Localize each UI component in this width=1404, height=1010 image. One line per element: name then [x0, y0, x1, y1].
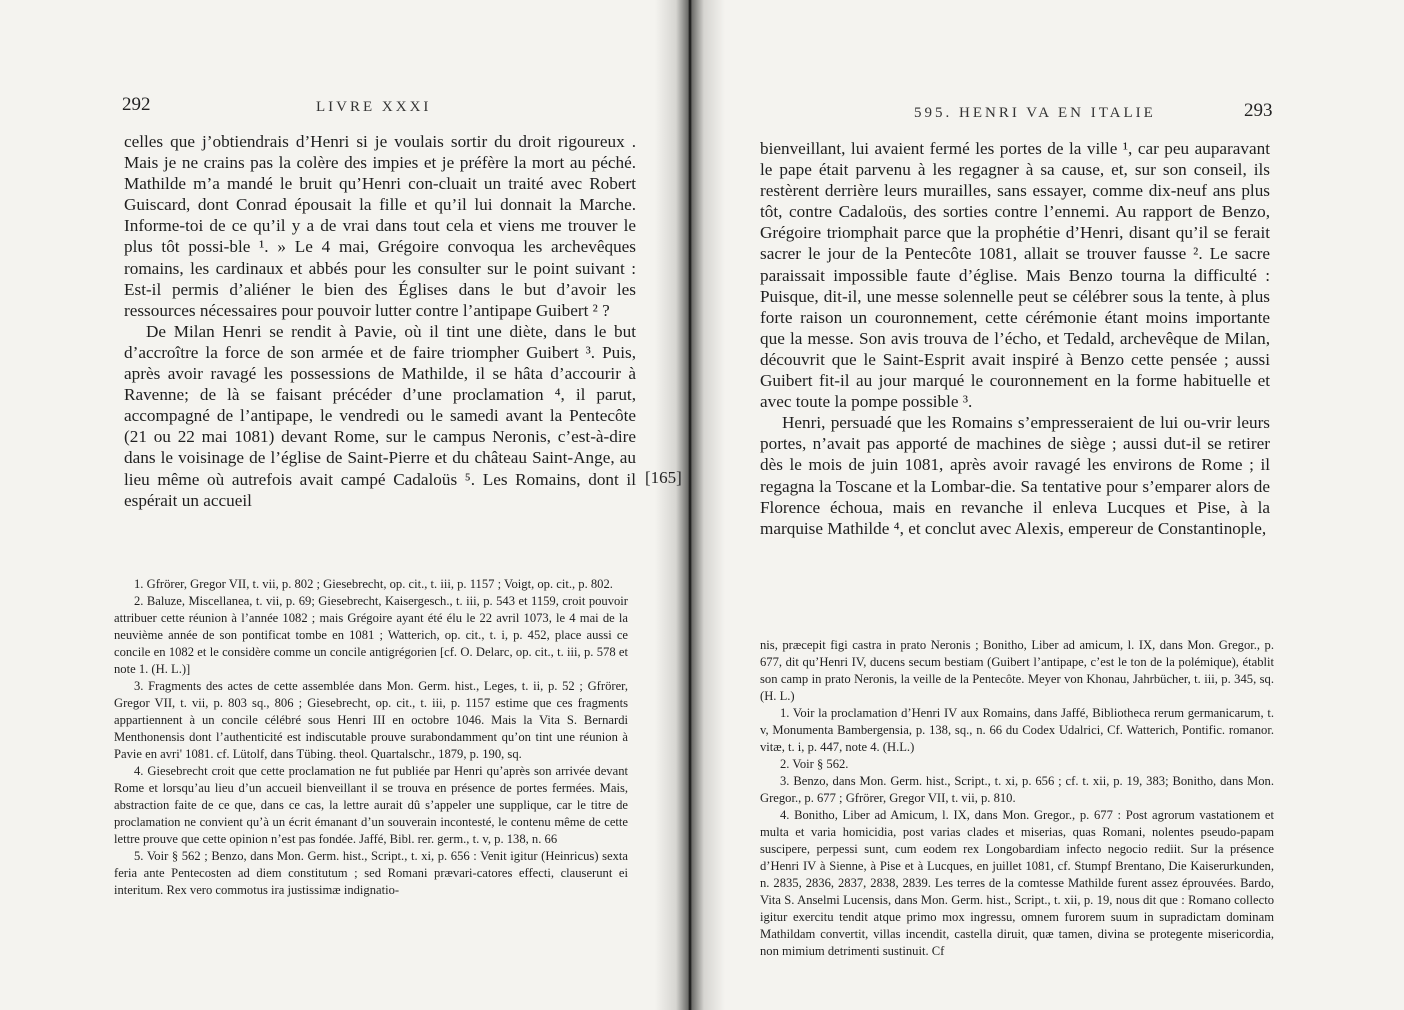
- paragraph: bienveillant, lui avaient fermé les portes de la ville ¹, car peu auparavant le pape était parvenu à les regagner à sa cause, et, sur son conseil, ils restèrent derrière leurs murailles, sans essayer, comme dix-neuf ans plus tôt, contre Cadaloüs, des sorties contre l’ennemi. Au rapport de Benzo, Grégoire triomphait parce que la prophétie d’Henri, disant qu’il se ferait sacrer le jour de la Pentecôte 1081, allait se trouver fausse ². Le sacre paraissait impossible faute d’église. Mais Benzo tourna la difficulté : Puisque, dit-il, une messe solennelle peut se célébrer sous la tente, à plus forte raison un couronnement, cette cérémonie étant moins importante que la messe. Son avis trouva de l’écho, et Tedald, archevêque de Milan, découvrit que le Saint-Esprit avait inspiré à Benzo cette pensée ; aussi Guibert fit-il au jour marqué le couronnement en la forme habituelle et avec toute la pompe possible ³.: [760, 139, 1270, 412]
- footnote: 2. Baluze, Miscellanea, t. vii, p. 69; Giesebrecht, Kaisergesch., t. iii, p. 543 et 1159, croit pouvoir attribuer cette réunion à l’année 1082 ; mais Grégoire ayant été élu le 22 avril 1073, le 4 mai de la neuvième année de son pontificat tombe en 1081 ; Watterich, op. cit., t. i, p. 452, place aussi ce concile en 1082 et le considère comme un concile antigrégorien [cf. O. Delarc, op. cit., t. iii, p. 578 et note 1. (H. L.)]: [114, 594, 628, 676]
- footnote: 3. Fragments des actes de cette assemblée dans Mon. Germ. hist., Leges, t. ii, p. 52 ; Gfrörer, Gregor VII, t. vii, p. 803 sq., 806 ; Giesebrecht, op. cit., t. iii, p. 1157 estime que ces fragments appartiennent à un concile célébré sous Henri III en octobre 1046. Mais la Vita S. Bernardi Menthonensis dont l’authenticité est indiscutable prouve surabondamment qu’on tint une réunion à Pavie en avri' 1081. cf. Lütolf, dans Tübing. theol. Quartalschr., 1879, p. 190, sq.: [114, 679, 628, 761]
- footnote: 2. Voir § 562.: [780, 757, 849, 771]
- book-gutter: [655, 0, 725, 1010]
- paragraph: celles que j’obtiendrais d’Henri si je voulais sortir du droit rigoureux . Mais je ne crains pas la colère des impies et je préfère la mort au péché. Mathilde m’a mandé le bruit qu’Henri con-cluait un traité avec Robert Guiscard, dont Conrad épousait la fille et qu’il lui donnait la Marche. Informe-toi de ce qu’il y a de vrai dans tout cela et viens me trouver le plus tôt possi-ble ¹. » Le 4 mai, Grégoire convoqua les archevêques romains, les cardinaux et abbés pour les consulter sur le point suivant : Est-il permis d’aliéner le bien des Églises dans le but d’avoir les ressources nécessaires pour pouvoir lutter contre l’antipape Guibert ² ?: [124, 132, 636, 320]
- footnotes-right: [760, 637, 1274, 960]
- footnote: 4. Bonitho, Liber ad Amicum, l. IX, dans Mon. Gregor., p. 677 : Post agrorum vastationem et multa et varia homicidia, post varias clades et miserias, quas Romani, nolentes pseudo-papam suscipere, perpessi sunt, cum eodem rex Longobardiam infecto negocio rediit. Sur la présence d’Henri IV à Sienne, à Pise et à Lucques, en juillet 1081, cf. Stumpf Brentano, Die Kaiserurkunden, n. 2835, 2836, 2837, 2838, 2839. Les terres de la comtesse Mathilde furent assez éprouvées. Bardo, Vita S. Anselmi Lucensis, dans Mon. Germ. hist., Script., t. xii, p. 19, nous dit que : Romano collecto igitur exercitu tendit atque primo mox ingressu, omnem furorem suum in supradictam dominam Mathildam convertit, villas incendit, castella diruit, quæ tamen, divina se protegente misericordia, non mimium detrimenti sustinuit. Cf: [760, 808, 1274, 958]
- margin-page-reference: [165]: [645, 468, 682, 487]
- body-text-left: [124, 131, 636, 511]
- footnotes-left: [114, 576, 628, 899]
- footnote: nis, præcepit figi castra in prato Neronis ; Bonitho, Liber ad amicum, l. IX, dans Mon. Gregor., p. 677, dit qu’Henri IV, ducens secum bestiam (Guibert l’antipape, c’est le ton de la polémique), établit son camp in prato Neronis, la veille de la Pentecôte. Meyer von Khonau, Jahrbücher, t. iii, p. 345, sq. (H. L.): [760, 638, 1274, 703]
- paragraph: Henri, persuadé que les Romains s’empresseraient de lui ou-vrir leurs portes, n’avait pas apporté de machines de siège ; aussi dut-il se retirer dès le mois de juin 1081, après avoir ravagé les environs de Rome ; il regagna la Toscane et la Lombar-die. Sa tentative pour s’emparer alors de Florence échoua, mais en revanche il enleva Lucques et Pise, à la marquise Mathilde ⁴, et conclut avec Alexis, empereur de Constantinople,: [760, 413, 1270, 538]
- page-number-right: 293: [1244, 100, 1273, 121]
- body-text-right: [760, 138, 1270, 539]
- running-head-right: 595. HENRI VA EN ITALIE: [914, 105, 1156, 121]
- page-number-left: 292: [122, 94, 151, 115]
- left-page: [0, 0, 660, 1010]
- running-head-left: LIVRE XXXI: [316, 99, 432, 115]
- paragraph: De Milan Henri se rendit à Pavie, où il tint une diète, dans le but d’accroître la force de son armée et de faire triompher Guibert ³. Puis, après avoir ravagé les possessions de Mathilde, il se hâta d’accourir à Ravenne; de là se faisant précéder d’une proclamation ⁴, il parut, accompagné de l’antipape, le vendredi ou le samedi avant la Pentecôte (21 ou 22 mai 1081) devant Rome, sur le campus Neronis, c’est-à-dire dans le voisinage de l’église de Saint-Pierre et du château Saint-Ange, au lieu même où autrefois avait campé Cadaloüs ⁵. Les Romains, dont il espérait un accueil: [124, 321, 636, 510]
- footnote: 5. Voir § 562 ; Benzo, dans Mon. Germ. hist., Script., t. xi, p. 656 : Venit igitur (Heinricus) sexta feria ante Pentecosten ad diem constitutum ; sed Romani prævari-catores effecti, clauserunt ei interitum. Rex vero commotus ira justissimæ indignatio-: [114, 849, 628, 897]
- footnote: 1. Gfrörer, Gregor VII, t. vii, p. 802 ; Giesebrecht, op. cit., t. iii, p. 1157 ; Voigt, op. cit., p. 802.: [134, 577, 613, 591]
- footnote: 1. Voir la proclamation d’Henri IV aux Romains, dans Jaffé, Bibliotheca rerum germanicarum, t. v, Monumenta Bambergensia, p. 138, sq., n. 66 du Codex Udalrici, Cf. Watterich, Pontific. romanor. vitæ, t. i, p. 447, note 4. (H.L.): [760, 706, 1274, 754]
- footnote: 4. Giesebrecht croit que cette proclamation ne fut publiée par Henri qu’après son arrivée devant Rome et lorsqu’au lieu d’un accueil bienveillant il se trouva en présence de portes fermées. Mais, abstraction faite de ce que, dans ce cas, la lettre aurait dû s’appeler une supplique, car le titre de proclamation ne convient qu’à un écrit émanant d’un souverain incontesté, le contenu même de cette lettre prouve que cette opinion n’est pas fondée. Jaffé, Bibl. rer. germ., t. v, p. 138, n. 66: [114, 764, 628, 846]
- footnote: 3. Benzo, dans Mon. Germ. hist., Script., t. xi, p. 656 ; cf. t. xii, p. 19, 383; Bonitho, dans Mon. Gregor., p. 677 ; Gfrörer, Gregor VII, t. vii, p. 810.: [760, 774, 1274, 805]
- right-page: [722, 0, 1404, 1010]
